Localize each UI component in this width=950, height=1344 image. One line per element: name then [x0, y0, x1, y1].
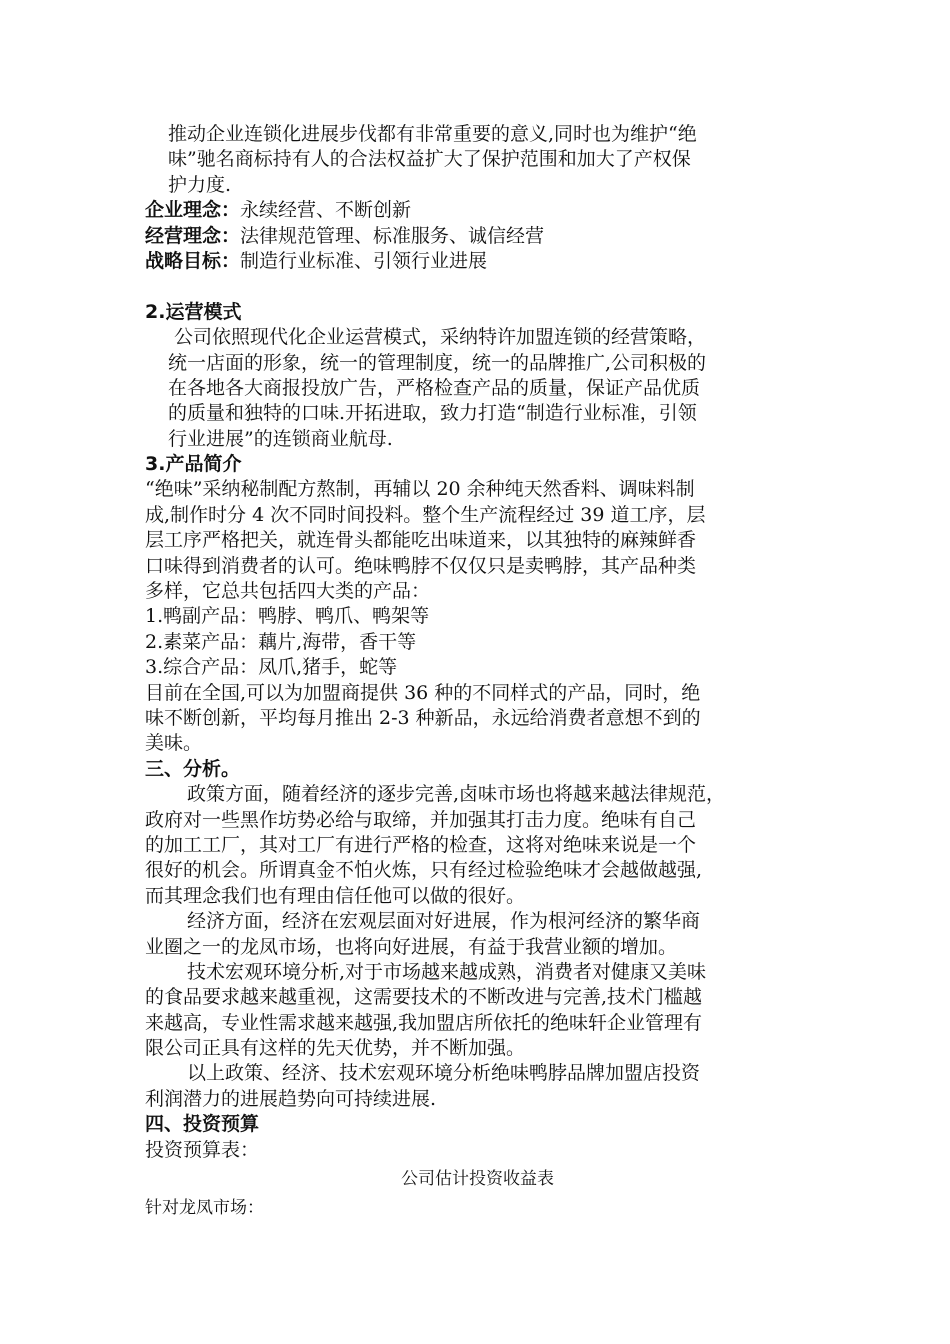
text-line: 推动企业连锁化进展步伐都有非常重要的意义,同时也为维护“绝 — [168, 123, 697, 145]
section-heading: 四、投资预算 — [145, 1113, 260, 1136]
intro-continued — [145, 122, 810, 198]
section-heading: 2.运营模式 — [145, 300, 242, 323]
paragraph-technology — [145, 960, 810, 1062]
text-line: 技术宏观环境分析,对于市场越来越成熟，消费者对健康又美味 — [187, 960, 707, 983]
philosophy-operation — [145, 224, 810, 249]
section-analysis — [145, 757, 810, 1112]
text-line: 行业进展”的连锁商业航母. — [168, 427, 393, 450]
philosophy-label: 企业理念： — [145, 199, 241, 222]
paragraph-economy — [145, 909, 810, 960]
text-line: “绝味”采纳秘制配方熬制，再辅以 20 余种纯天然香料、调味料制 — [145, 478, 695, 501]
text-line: 层工序严格把关，就连骨头都能吃出味道来，以其独特的麻辣鲜香 — [145, 529, 697, 552]
text-line: 政府对一些黑作坊势必给与取缔，并加强其打击力度。绝味有自己 — [145, 808, 697, 831]
document-page — [145, 122, 810, 1222]
philosophy-label: 战略目标： — [145, 249, 241, 272]
section-products — [145, 452, 810, 757]
text-line: 的加工工厂，其对工厂有进行严格的检查，这将对绝味来说是一个 — [145, 833, 697, 856]
text-line: 限公司正具有这样的先天优势，并不断加强。 — [145, 1037, 526, 1060]
budget-label: 投资预算表： — [145, 1138, 260, 1161]
spacer — [145, 274, 810, 299]
table-title: 公司估计投资收益表 — [401, 1169, 554, 1190]
philosophy-enterprise — [145, 198, 810, 223]
text-line: 以上政策、经济、技术宏观环境分析绝味鸭脖品牌加盟店投资 — [187, 1062, 701, 1085]
section-heading: 三、分析。 — [145, 757, 241, 780]
product-item: 3.综合产品：凤爪,猪手，蛇等 — [145, 656, 398, 679]
text-line: 公司依照现代化企业运营模式，采纳特许加盟连锁的经营策略， — [168, 326, 707, 349]
text-line: 多样，它总共包括四大类的产品： — [145, 580, 431, 603]
section-heading: 3.产品简介 — [145, 453, 242, 476]
text-line: 味”驰名商标持有人的合法权益扩大了保护范围和加大了产权保 — [168, 148, 691, 171]
philosophy-value: 法律规范管理、标准服务、诚信经营 — [240, 224, 545, 247]
section-budget — [145, 1112, 810, 1222]
text-line: 的质量和独特的口味.开拓进取，致力打造“制造行业标准，引领 — [168, 402, 697, 425]
text-line: 口味得到消费者的认可。绝味鸭脖不仅仅只是卖鸭脖，其产品种类 — [145, 554, 697, 577]
text-line: 美味。 — [145, 732, 203, 755]
text-line: 成,制作时分 4 次不同时间投料。整个生产流程经过 39 道工序，层 — [145, 503, 706, 526]
product-item: 1.鸭副产品：鸭脖、鸭爪、鸭架等 — [145, 605, 430, 628]
text-line: 业圈之一的龙凤市场，也将向好进展，有益于我营业额的增加。 — [145, 935, 678, 958]
paragraph-summary — [145, 1061, 810, 1112]
section-operation — [145, 300, 810, 452]
philosophy-label: 经营理念： — [145, 224, 241, 247]
text-line: 统一店面的形象，统一的管理制度，统一的品牌推广,公司积极的 — [168, 351, 707, 374]
text-line: 政策方面，随着经济的逐步完善,卤味市场也将越来越法律规范， — [187, 783, 726, 806]
philosophy-strategy — [145, 249, 810, 274]
text-line: 经济方面，经济在宏观层面对好进展，作为根河经济的繁华商 — [187, 910, 701, 933]
paragraph-policy — [145, 782, 810, 909]
text-line: 护力度. — [168, 173, 232, 196]
text-line: 的食品要求越来越重视，这需要技术的不断改进与完善,技术门槛越 — [145, 986, 703, 1009]
product-item: 2.素菜产品：藕片,海带，香干等 — [145, 630, 417, 653]
philosophy-value: 制造行业标准、引领行业进展 — [240, 249, 488, 272]
text-line: 而其理念我们也有理由信任他可以做的很好。 — [145, 884, 526, 907]
market-label: 针对龙凤市场： — [145, 1198, 264, 1219]
philosophy-value: 永续经营、不断创新 — [240, 199, 412, 222]
text-line: 利润潜力的进展趋势向可持续进展. — [145, 1087, 437, 1110]
text-line: 味不断创新，平均每月推出 2-3 种新品，永远给消费者意想不到的 — [145, 706, 701, 729]
text-line: 在各地各大商报投放广告，严格检查产品的质量，保证产品优质 — [168, 376, 701, 399]
text-line: 来越高，专业性需求越来越强,我加盟店所依托的绝味轩企业管理有 — [145, 1011, 703, 1034]
philosophy-list — [145, 198, 810, 274]
text-line: 很好的机会。所谓真金不怕火炼，只有经过检验绝味才会越做越强, — [145, 859, 703, 882]
text-line: 目前在全国,可以为加盟商提供 36 种的不同样式的产品，同时，绝 — [145, 681, 701, 704]
